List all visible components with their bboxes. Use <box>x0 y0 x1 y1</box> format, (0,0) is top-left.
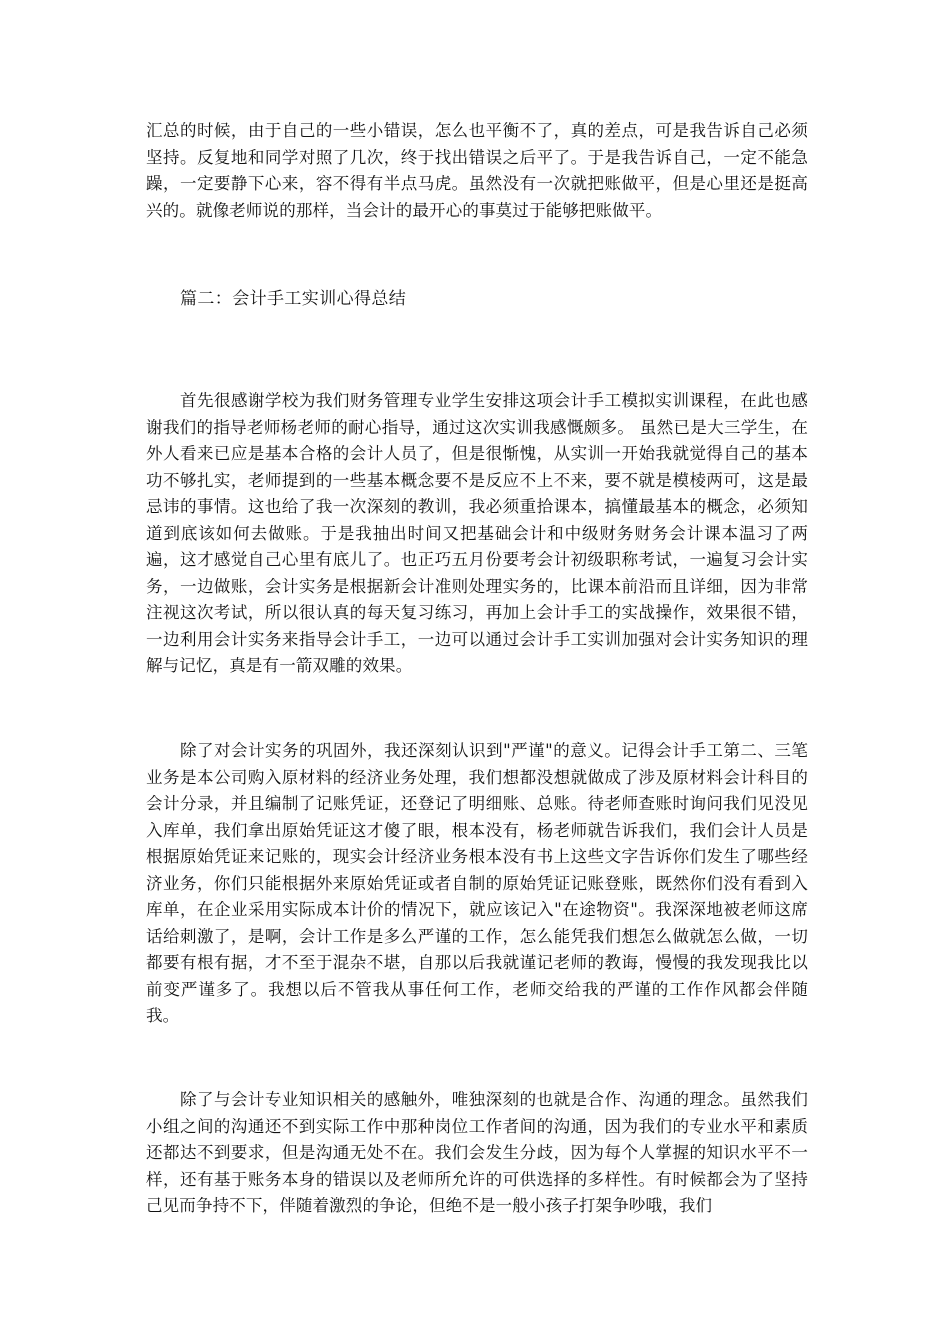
paragraph-continuation: 汇总的时候，由于自己的一些小错误，怎么也平衡不了，真的差点，可是我告诉自己必须坚持。反复地和同学对照了几次，终于找出错误之后平了。于是我告诉自己，一定不能急躁，一定要静下心来，容不得有半点马虎。虽然没有一次就把账做平，但是心里还是挺高兴的。就像老师说的那样，当会计的最开心的事莫过于能够把账做平。 <box>146 121 808 220</box>
section-heading: 篇二：会计手工实训心得总结 <box>180 289 407 309</box>
paragraph-rigor: 除了对会计实务的巩固外，我还深刻认识到"严谨"的意义。记得会计手工第二、三笔业务是本公司购入原材料的经济业务处理，我们想都没想就做成了涉及原材料会计科目的会计分录，并且编制了记账凭证，还登记了明细账、总账。待老师查账时询问我们见没见入库单，我们拿出原始凭证这才傻了眼，根本没有，杨老师就告诉我们，我们会计人员是根据原始凭证来记账的，现实会计经济业务根本没有书上这些文字告诉你们发生了哪些经济业务，你们只能根据外来原始凭证或者自制的原始凭证记账登账，既然你们没有看到入库单，在企业采用实际成本计价的情况下，就应该记入"在途物资"。我深深地被老师这席话给刺激了，是啊，会计工作是多么严谨的工作，怎么能凭我们想怎么做就怎么做，一切都要有根有据，才不至于混杂不堪，自那以后我就谨记老师的教诲，慢慢的我发现我比以前变严谨多了。我想以后不管我从事任何工作，老师交给我的严谨的工作作风都会伴随我。 <box>146 741 808 1025</box>
paragraph-cooperation: 除了与会计专业知识相关的感触外，唯独深刻的也就是合作、沟通的理念。虽然我们小组之间的沟通还不到实际工作中那种岗位工作者间的沟通，因为我们的专业水平和素质还都达不到要求，但是沟通无处不在。我们会发生分歧，因为每个人掌握的知识水平不一样，还有基于账务本身的错误以及老师所允许的可供选择的多样性。有时候都会为了坚持己见而争持不下，伴随着激烈的争论，但绝不是一般小孩子打架争吵哦，我们 <box>146 1090 808 1215</box>
paragraph-introduction: 首先很感谢学校为我们财务管理专业学生安排这项会计手工模拟实训课程，在此也感谢我们的指导老师杨老师的耐心指导，通过这次实训我感慨颇多。 虽然已是大三学生，在外人看来已应是基本合格的会计人员了，但是很惭愧，从实训一开始我就觉得自己的基本功不够扎实，老师提到的一些基本概念要不是反应不上不来，要不就是模棱两可，这是最忌讳的事情。这也给了我一次深刻的教训，我必须重拾课本，搞懂最基本的概念，必须知道到底该如何去做账。于是我抽出时间又把基础会计和中级财务财务会计课本温习了两遍，这才感觉自己心里有底儿了。也正巧五月份要考会计初级职称考试，一遍复习会计实务，一边做账，会计实务是根据新会计准则处理实务的，比课本前沿而且详细，因为非常注视这次考试，所以很认真的每天复习练习，再加上会计手工的实战操作，效果很不错，一边利用会计实务来指导会计手工，一边可以通过会计手工实训加强对会计实务知识的理解与记忆，真是有一箭双雕的效果。 <box>146 391 808 675</box>
